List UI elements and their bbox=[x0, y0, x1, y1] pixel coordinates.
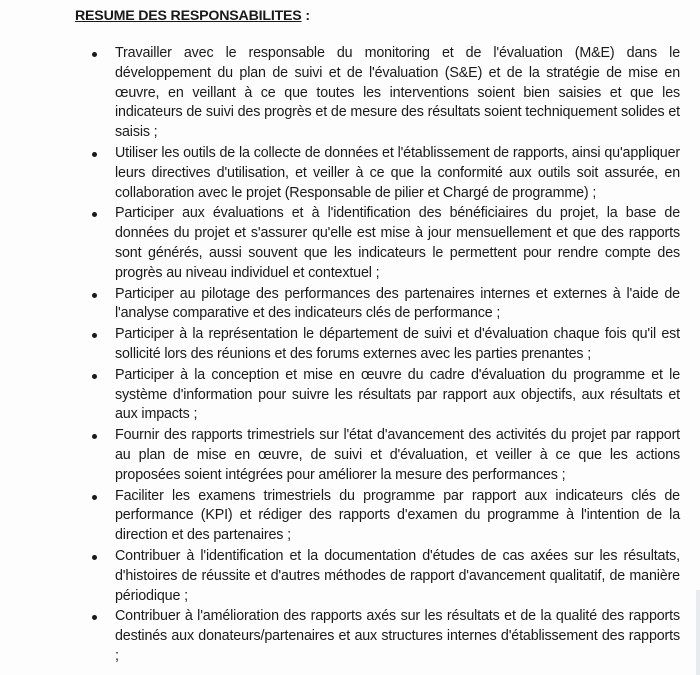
bullet-icon bbox=[92, 434, 97, 439]
bullet-icon bbox=[92, 52, 97, 57]
list-item bbox=[0, 285, 700, 325]
responsibilities-list bbox=[0, 44, 700, 668]
list-item-text: Travailler avec le responsable du monitoring et de l'évaluation (M&E) dans le développement du plan de suivi et de l'évaluation (S&E) et de la stratégie de mise en œuvre, en veillant à ce que toutes les interventions soient bien saisies et que les indicateurs de suivi des progrès et de mesure des résultats soient techniquement solides et saisis ; bbox=[115, 45, 680, 141]
list-item bbox=[0, 607, 700, 666]
bullet-icon bbox=[92, 495, 97, 500]
bullet-icon bbox=[92, 333, 97, 338]
list-item-text: Participer au pilotage des performances des partenaires internes et externes à l'aide de l'analyse comparative et des indicateurs clés de performance ; bbox=[115, 285, 680, 322]
list-item bbox=[0, 204, 700, 283]
list-item bbox=[0, 44, 700, 143]
list-item bbox=[0, 547, 700, 606]
list-item bbox=[0, 366, 700, 425]
bullet-icon bbox=[92, 615, 97, 620]
list-item-text: Contribuer à l'identification et la documentation d'études de cas axées sur les résultats, d'histoires de réussite et d'autres méthodes de rapport d'avancement qualitatif, de manière périodique ; bbox=[115, 547, 680, 604]
list-item-text: Fournir des rapports trimestriels sur l'état d'avancement des activités du projet par rapport au plan de mise en œuvre, de suivi et d'évaluation, et veiller à ce que les actions proposées soient intégrées pour améliorer la mesure des performances ; bbox=[115, 427, 680, 483]
list-item bbox=[0, 487, 700, 546]
heading-colon: : bbox=[301, 8, 310, 24]
bullet-icon bbox=[92, 555, 97, 560]
section-heading bbox=[75, 8, 310, 24]
list-item-text: Contribuer à l'amélioration des rapports axés sur les résultats et de la qualité des rapports destinés aux donateurs/partenaires et aux structures internes d'établissement des rapports ; bbox=[115, 608, 680, 664]
list-item bbox=[0, 426, 700, 485]
list-item-text: Utiliser les outils de la collecte de données et l'établissement de rapports, ainsi qu'appliquer leurs directives d'utilisation, et veiller à ce que la conformité aux outils soit assurée, en collaboration avec le projet (Responsable de pilier et Chargé de programme) ; bbox=[115, 144, 680, 201]
bullet-icon bbox=[92, 152, 97, 157]
heading-title: RESUME DES RESPONSABILITES bbox=[75, 8, 302, 24]
scan-edge bbox=[696, 590, 700, 675]
bullet-icon bbox=[92, 374, 97, 379]
list-item-text: Faciliter les examens trimestriels du programme par rapport aux indicateurs clés de performance (KPI) et rédiger des rapports d'examen du programme à l'intention de la direction et des partenaires ; bbox=[115, 487, 680, 544]
bullet-icon bbox=[92, 212, 97, 217]
list-item bbox=[0, 144, 700, 203]
bullet-icon bbox=[92, 293, 97, 298]
list-item-text: Participer à la représentation le département de suivi et d'évaluation chaque fois qu'il est sollicité lors des réunions et des forums externes avec les parties prenantes ; bbox=[115, 326, 680, 362]
list-item-text: Participer à la conception et mise en œuvre du cadre d'évaluation du programme et le système d'information pour suivre les résultats par rapport aux objectifs, aux résultats et aux impacts ; bbox=[115, 366, 680, 423]
list-item-text: Participer aux évaluations et à l'identification des bénéficiaires du projet, la base de données du projet et s'assurer qu'elle est mise à jour mensuellement et que des rapports sont générés, aussi souvent que les indicateurs le permettent pour rendre compte des progrès au niveau individuel et contextuel ; bbox=[115, 205, 680, 281]
list-item bbox=[0, 325, 700, 365]
